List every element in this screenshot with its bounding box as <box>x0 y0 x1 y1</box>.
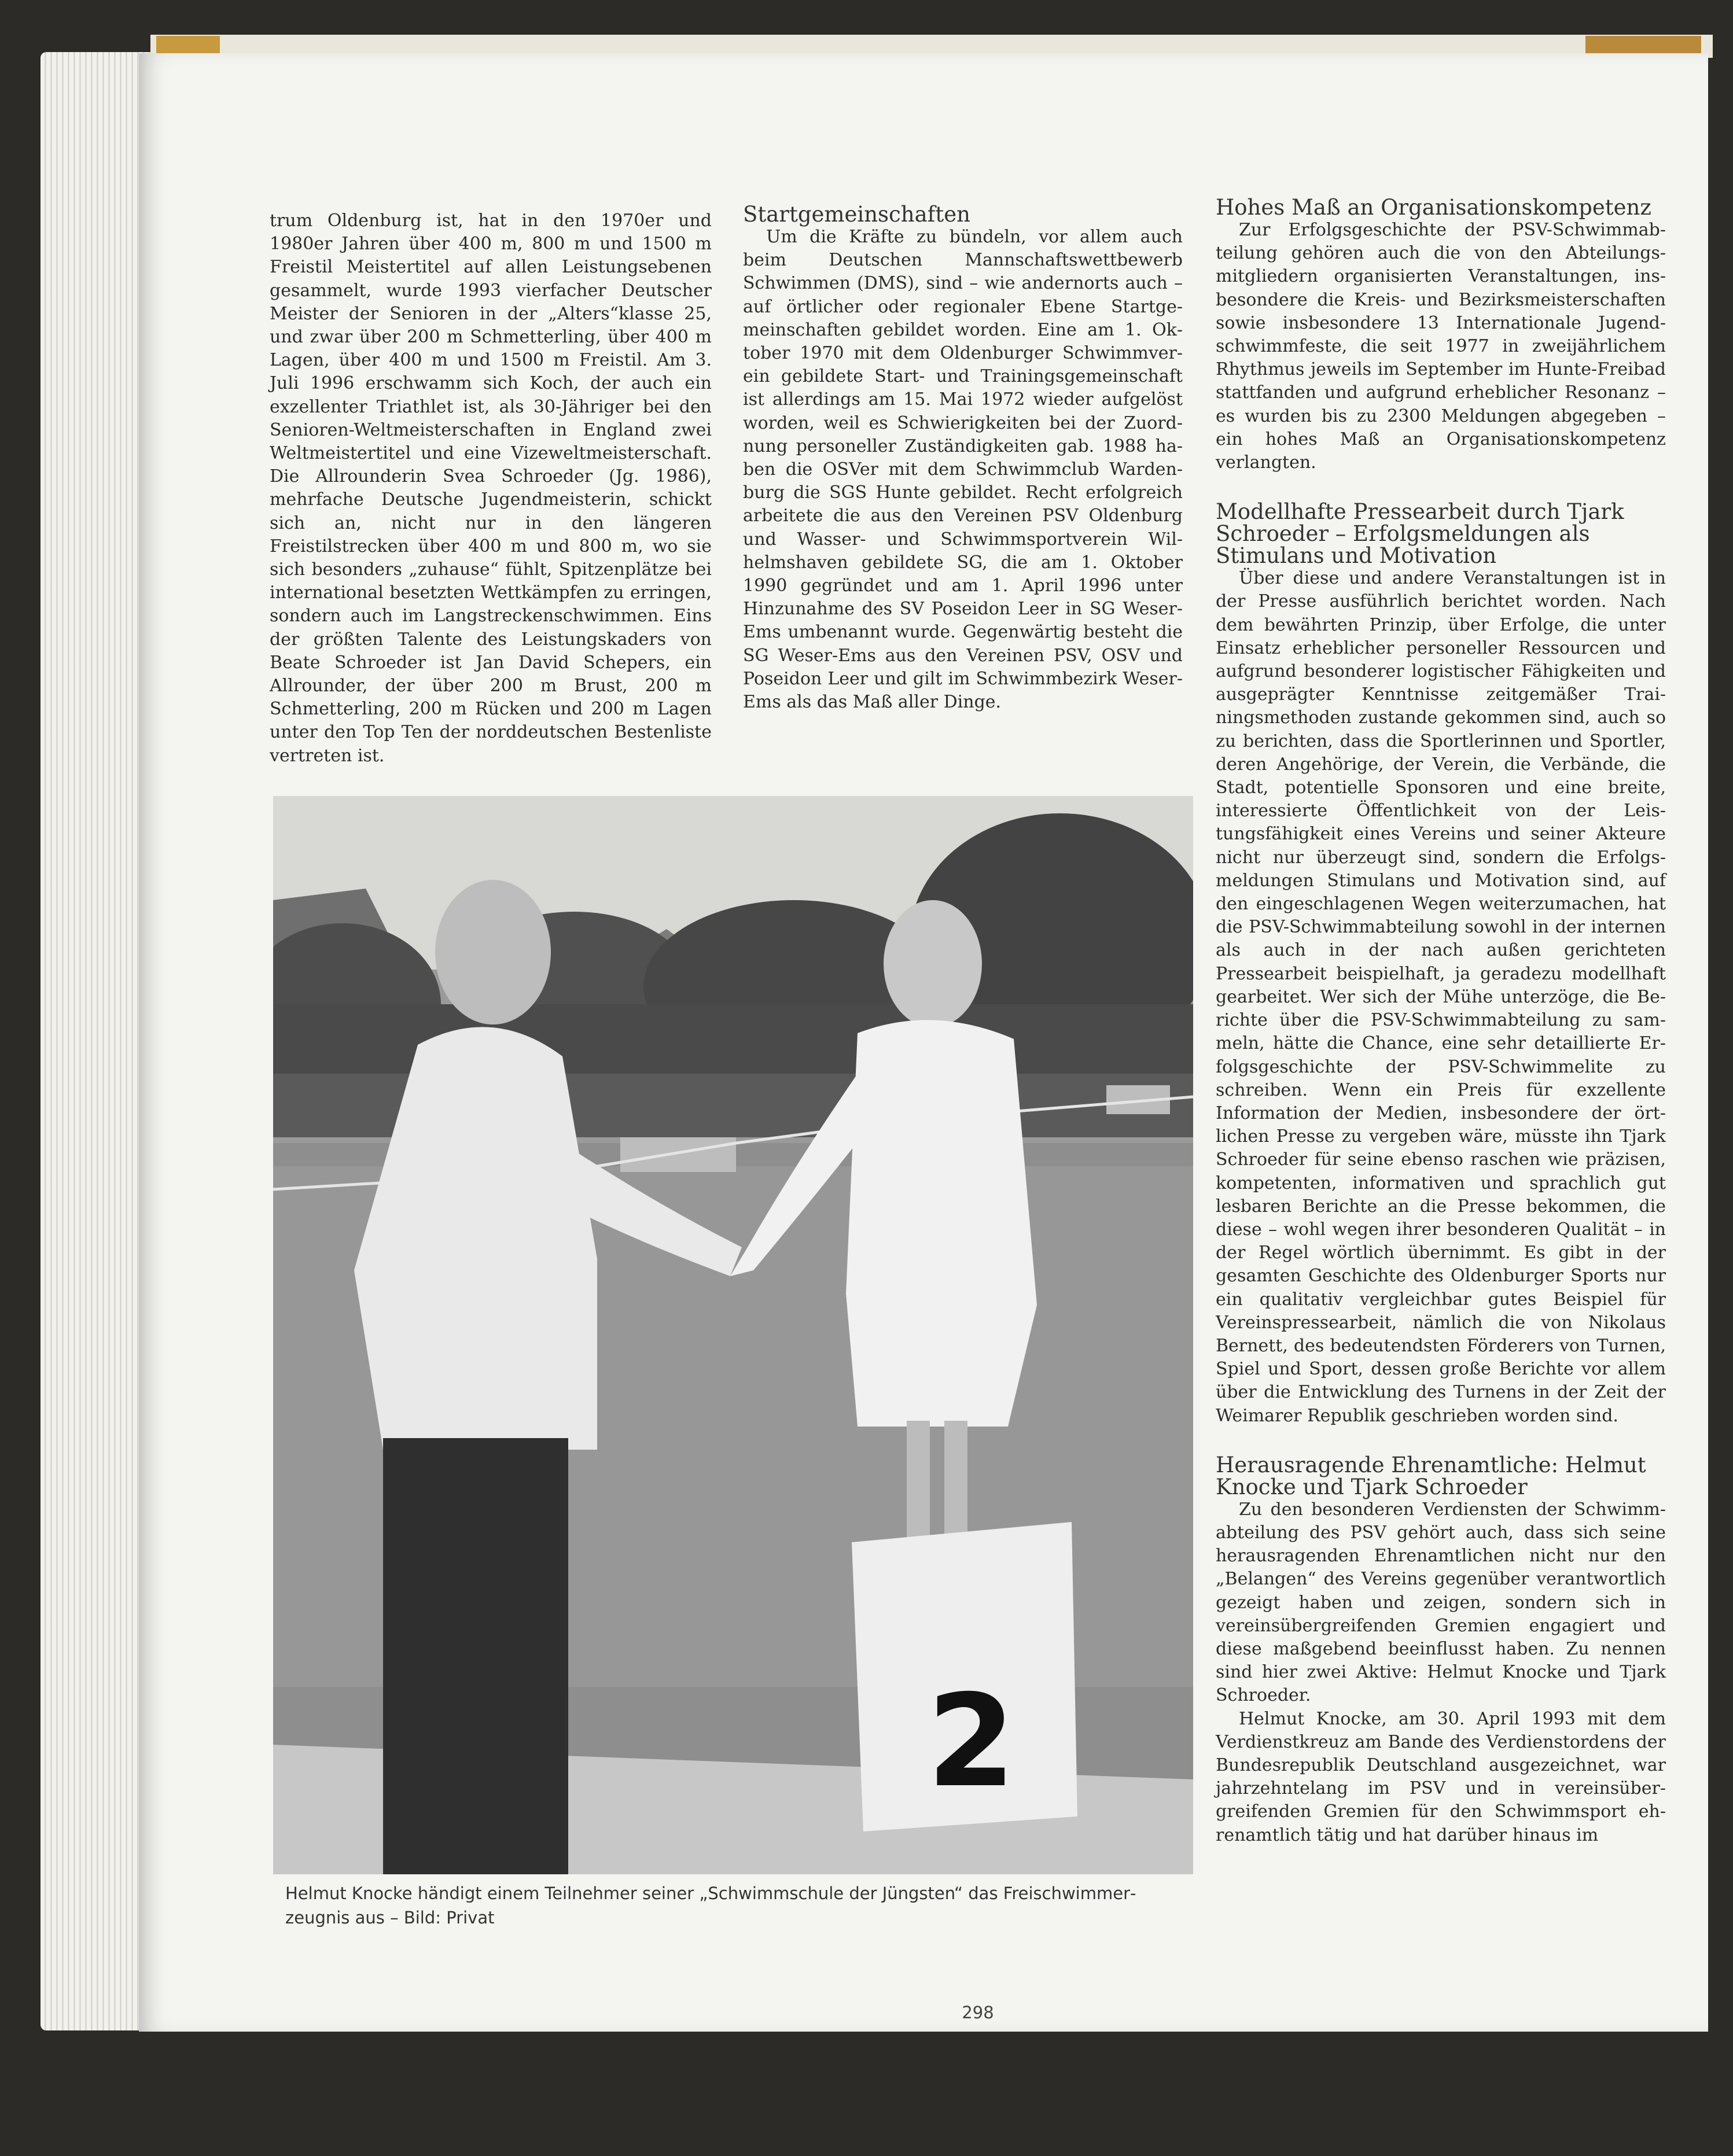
photo-caption: Helmut Knocke händigt einem Teilnehmer seiner „Schwimmschule der Jüngsten“ das Freischwimmerzeugnis aus – Bild: Privat <box>285 1884 1136 1927</box>
podium-number: 2 <box>927 1667 1016 1815</box>
paragraph: trum Oldenburg ist, hat in den 1970er und 1980er Jahren über 400 m, 800 m und 1500 m Freistil Meistertitel auf allen Leistungsebenen gesammelt, wurde 1993 vierfacher Deutscher Meister der Senioren in der „Alters“klasse 25, und zwar über 200 m Schmetterling, über 400 m Lagen, über 400 m und 1500 m Freistil. Am 3. Juli 1996 erschwamm sich Koch, der auch ein exzellenter Triathlet ist, als 30-Jähriger bei den Senioren-Weltmeisterschaften in England zwei Weltmeistertitel und eine Vizeweltmeisterschaft. Die Allrounderin Svea Schroeder (Jg. 1986), mehrfache Deutsche Jugendmeisterin, schickt sich an, nicht nur in den längeren Freistilstrecken über 400 m und 800 m, wo sie sich besonders „zuhause“ fühlt, Spitzenplätze bei international besetzten Wettkämpfen zu erringen, sondern auch im Langstreckenschwimmen. Eins der größten Talente des Leistungskaders von Beate Schroeder ist Jan David Schepers, ein Allrounder, der über 200 m Brust, 200 m Schmetterling, 200 m Rücken und 200 m Lagen unter den Top Ten der norddeutschen Bestenliste vertreten ist. <box>270 211 712 766</box>
photo-swimming-pool-award <box>273 796 1193 1874</box>
book-page-edges <box>41 52 150 2030</box>
paragraph: Helmut Knocke, am 30. April 1993 mit dem Verdienstkreuz am Bande des Verdienstordens der Bundesrepublik Deutschland ausgezeichnet, war jahrzehntelang im PSV und in vereinsübergreifenden Gremien für den Schwimmsport ehrenamtlich tätig und hat darüber hinaus im <box>1216 1708 1666 1845</box>
text-column-left <box>270 209 712 768</box>
paragraph: Zu den besonderen Verdiensten der Schwimmabteilung des PSV gehört auch, dass sich seine herausragenden Ehrenamtlichen nicht nur den „Belangen“ des Vereins gegenüber verantwortlich gezeigt haben und zeigen, sondern sich in vereinsübergreifenden Gremien engagiert und diese maßgebend beeinflusst haben. Zu nennen sind hier zwei Aktive: Helmut Knocke und Tjark Schroeder. <box>1216 1499 1666 1706</box>
bookmark-ribbon <box>1585 36 1701 53</box>
paragraph: Um die Kräfte zu bündeln, vor allem auch beim Deutschen Mannschaftswettbewerb Schwimmen (DMS), sind – wie andernorts auch – auf örtlicher oder regionaler Ebene Startgemeinschaften gebildet worden. Eine am 1. Oktober 1970 mit dem Oldenburger Schwimmverein gebildete Start- und Trainingsgemeinschaft ist allerdings am 15. Mai 1972 wieder aufgelöst worden, weil es Schwierigkeiten bei der Zuordnung personeller Zuständigkeiten gab. 1988 haben die OSVer mit dem Schwimmclub Wardenburg die SGS Hunte gebildet. Recht erfolgreich arbeitete die aus den Vereinen PSV Oldenburg und Wasser- und Schwimmsportverein Wilhelmshaven gebildete SG, die am 1. Oktober 1990 gegründet und am 1. April 1996 unter Hinzunahme des SV Poseidon Leer in SG Weser-Ems umbenannt wurde. Gegenwärtig besteht die SG Weser-Ems aus den Vereinen PSV, OSV und Poseidon Leer und gilt im Schwimmbezirk Weser-Ems als das Maß aller Dinge. <box>743 227 1183 713</box>
section-heading: Modellhafte Pressearbeit durch Tjark Schroeder – Erfolgsmeldungen als Stimulans und Motivation <box>1216 499 1624 569</box>
section-heading: Startgemeinschaften <box>743 202 970 227</box>
section-heading: Hohes Maß an Organisationskompetenz <box>1216 195 1651 220</box>
page-number: 298 <box>962 2003 994 2022</box>
paragraph: Über diese und andere Veranstaltungen ist in der Presse ausführlich berichtet worden. Nach dem bewährten Prinzip, über Erfolge, die unter Einsatz erheblicher personeller Ressourcen und aufgrund besonderer logistischer Fähigkeiten und ausgeprägter Kenntnisse zeitgemäßer Trainingsmethoden zustande gekommen sind, auch so zu berichten, dass die Sportlerinnen und Sportler, deren Angehörige, der Verein, die Verbände, die Stadt, potentielle Sponsoren und eine breite, interessierte Öffentlichkeit von der Leistungsfähigkeit eines Vereins und seiner Akteure nicht nur überzeugt sind, sondern die Erfolgsmeldungen Stimulans und Motivation sind, auf den eingeschlagenen Wegen weiterzumachen, hat die PSV-Schwimmabteilung sowohl in der internen als auch in der nach außen gerichteten Pressearbeit beispielhaft, ja geradezu modellhaft gearbeitet. Wer sich der Mühe unterzöge, die Berichte über die PSV-Schwimmabteilung zu sammeln, hätte die Chance, eine sehr detaillierte Erfolgsgeschichte der PSV-Schwimmelite zu schreiben. Wenn ein Preis für exzellente Information der Medien, insbesondere der örtlichen Presse zu vergeben wäre, müsste ihn Tjark Schroeder für seine ebenso raschen wie präzisen, kompetenten, informativen und sprachlich gut lesbaren Berichte an die Presse bekommen, die diese – wohl wegen ihrer besonderen Qualität – in der Regel wörtlich übernimmt. Es gibt in der gesamten Geschichte des Oldenburger Sports nur ein qualitativ vergleichbar gutes Beispiel für Vereinspressearbeit, nämlich die von Nikolaus Bernett, des bedeutendsten Förderers von Turnen, Spiel und Sport, dessen große Berichte vor allem über die Entwicklung des Turnens in der Zeit der Weimarer Republik geschrieben worden sind. <box>1216 568 1666 1426</box>
paragraph: Zur Erfolgsgeschichte der PSV-Schwimmabteilung gehören auch die von den Abteilungsmitgliedern organisierten Veranstaltungen, insbesondere die Kreis- und Bezirksmeisterschaften sowie insbesondere 13 Internationale Jugendschwimmfeste, die seit 1977 in zweijährlichem Rhythmus jeweils im September im Hunte-Freibad stattfanden und aufgrund erheblicher Resonanz – es wurden bis zu 2300 Meldungen abgegeben – ein hohes Maß an Organisationskompetenz verlangten. <box>1216 220 1666 473</box>
text-column-right <box>1216 197 1666 1847</box>
text-column-middle <box>743 204 1183 714</box>
section-heading: Herausragende Ehrenamtliche: Helmut Knocke und Tjark Schroeder <box>1216 1452 1646 1499</box>
photo-illustration <box>273 796 1193 1874</box>
